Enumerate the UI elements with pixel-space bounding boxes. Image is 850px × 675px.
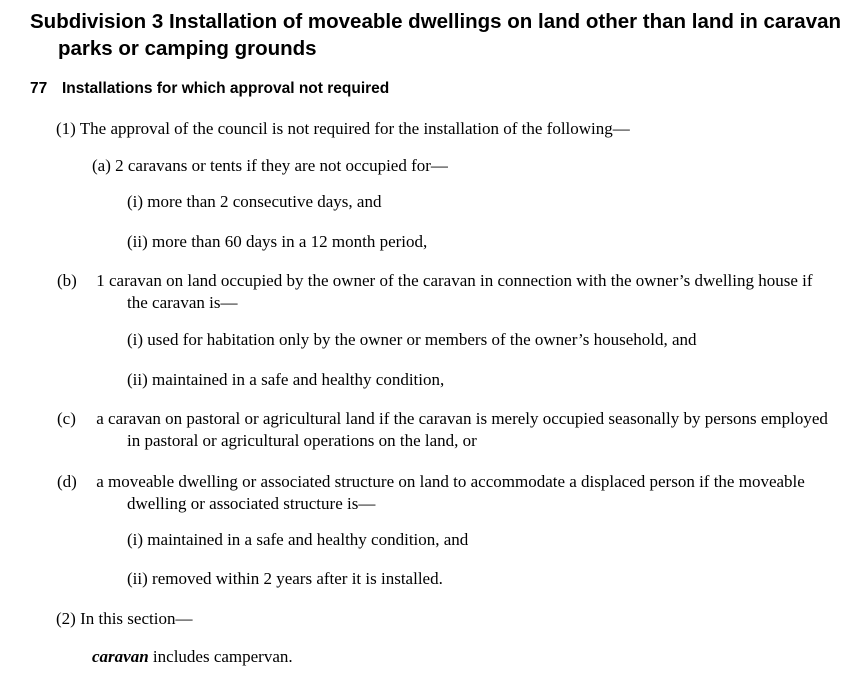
subsection-label: (1) bbox=[56, 119, 76, 138]
section-title: Installations for which approval not required bbox=[62, 80, 390, 97]
section-number: 77 bbox=[30, 80, 48, 97]
subparagraph-label: (i) bbox=[127, 192, 144, 211]
paragraph-a bbox=[92, 155, 448, 177]
subparagraph-a-ii bbox=[127, 231, 427, 253]
subparagraph-d-ii bbox=[127, 568, 443, 590]
subsection-text: In this section— bbox=[80, 609, 193, 628]
subparagraph-b-i bbox=[127, 329, 697, 351]
subsection-1 bbox=[56, 118, 630, 140]
subparagraph-label: (i) bbox=[127, 530, 144, 549]
paragraph-text: 1 caravan on land occupied by the owner of the caravan in connection with the owner’s dwelling house if the caravan is— bbox=[96, 271, 813, 312]
subparagraph-label: (ii) bbox=[127, 370, 148, 389]
section-heading bbox=[30, 79, 389, 99]
subsection-label: (2) bbox=[56, 609, 76, 628]
paragraph-label: (a) bbox=[92, 156, 111, 175]
definition-caravan bbox=[92, 646, 293, 668]
paragraph-d: (d) a moveable dwelling or associated structure on land to accommodate a displaced person if the moveable dwelling or associated structure is— bbox=[57, 472, 805, 513]
subsection-text: The approval of the council is not required for the installation of the following— bbox=[79, 119, 630, 138]
subparagraph-text: used for habitation only by the owner or members of the owner’s household, and bbox=[147, 330, 697, 349]
subparagraph-b-ii bbox=[127, 369, 444, 391]
subparagraph-text: removed within 2 years after it is installed. bbox=[152, 569, 443, 588]
paragraph-b: (b) 1 caravan on land occupied by the owner of the caravan in connection with the owner’s dwelling house if the caravan is— bbox=[57, 271, 813, 312]
subparagraph-text: more than 60 days in a 12 month period, bbox=[152, 232, 428, 251]
paragraph-c: (c) a caravan on pastoral or agricultural land if the caravan is merely occupied seasonally by persons employed in pastoral or agricultural operations on the land, or bbox=[57, 409, 828, 450]
subparagraph-label: (ii) bbox=[127, 232, 148, 251]
paragraph-text: a moveable dwelling or associated structure on land to accommodate a displaced person if the moveable dwelling or associated structure is— bbox=[96, 472, 805, 513]
subparagraph-d-i bbox=[127, 529, 468, 551]
paragraph-text: a caravan on pastoral or agricultural land if the caravan is merely occupied seasonally by persons employed in pastoral or agricultural operations on the land, or bbox=[96, 409, 828, 450]
subparagraph-a-i bbox=[127, 191, 381, 213]
subparagraph-label: (ii) bbox=[127, 569, 148, 588]
subparagraph-text: maintained in a safe and healthy condition, and bbox=[147, 530, 469, 549]
subparagraph-text: maintained in a safe and healthy condition, bbox=[152, 370, 445, 389]
subparagraph-label: (i) bbox=[127, 330, 144, 349]
defined-term: caravan bbox=[92, 647, 149, 666]
paragraph-text: 2 caravans or tents if they are not occupied for— bbox=[115, 156, 448, 175]
subparagraph-text: more than 2 consecutive days, and bbox=[147, 192, 382, 211]
subsection-2 bbox=[56, 608, 192, 630]
definition-text: includes campervan. bbox=[152, 647, 293, 666]
subdivision-heading: Subdivision 3 Installation of moveable dwellings on land other than land in caravan parks or camping grounds bbox=[30, 10, 842, 60]
